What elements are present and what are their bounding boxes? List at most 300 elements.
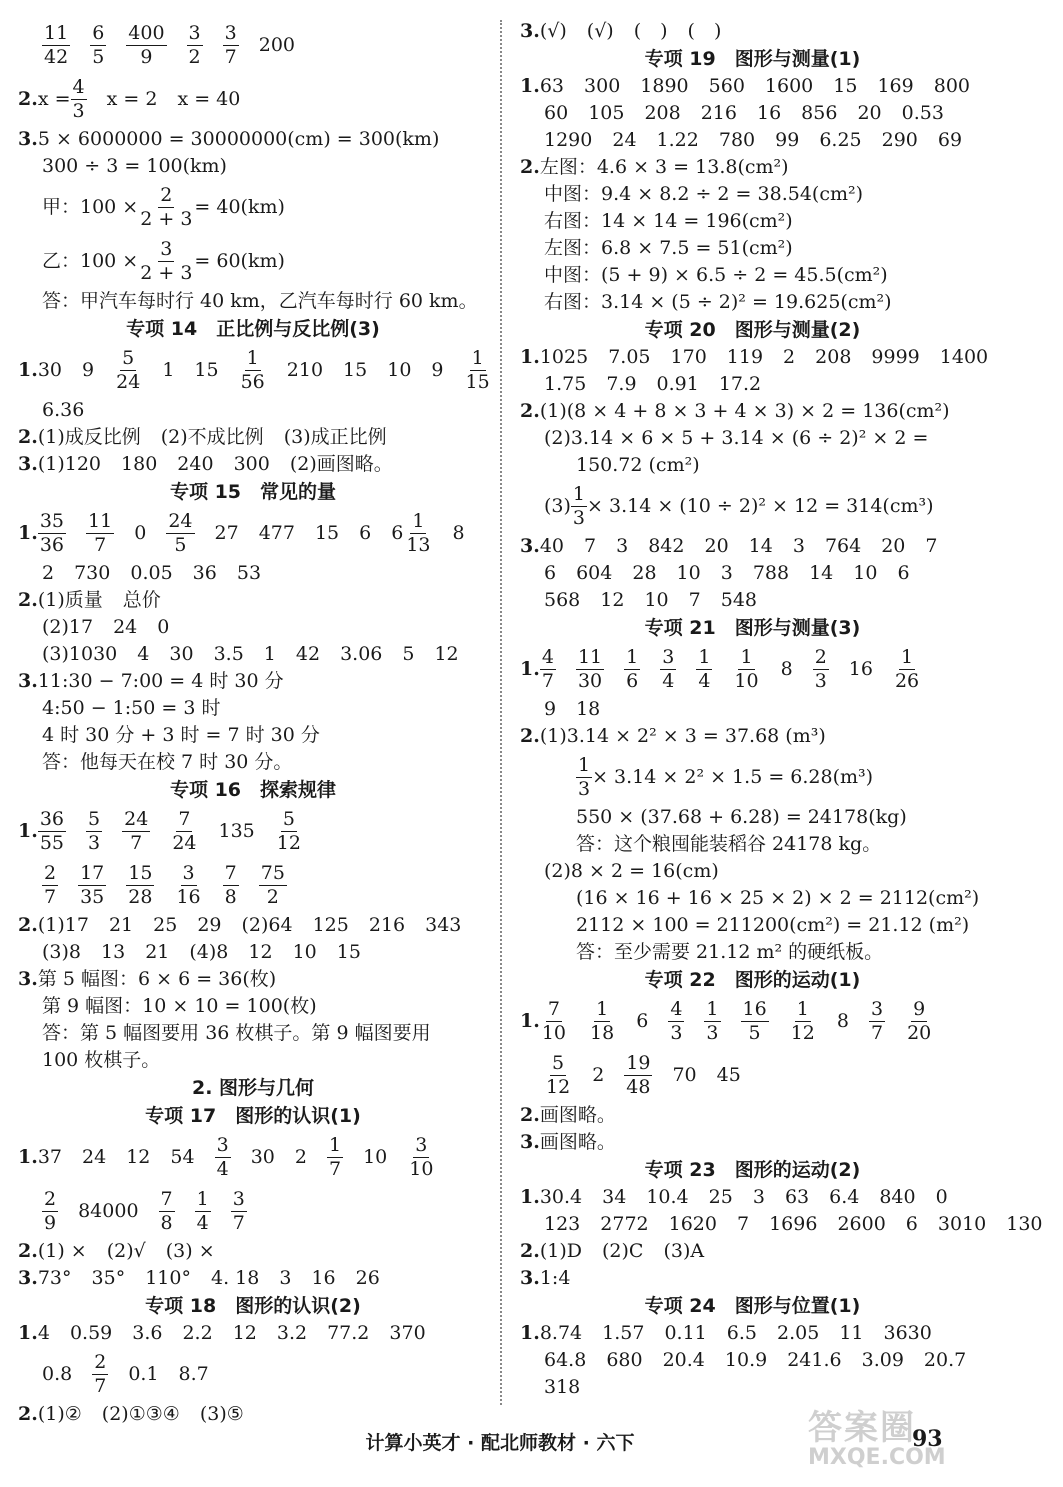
section-heading: 2. 图形与几何	[191, 1077, 315, 1099]
answer-item: 第 9 幅图：10 × 10 = 100(枚)	[42, 995, 317, 1017]
answer-item	[114, 347, 142, 394]
answer-line	[520, 398, 985, 425]
answer-item: 780	[718, 129, 756, 151]
numerator: 5	[122, 346, 135, 369]
answer-item: 29	[197, 914, 222, 936]
answer-item	[893, 646, 921, 693]
answer-item	[42, 862, 58, 909]
answer-item: 568	[544, 589, 581, 611]
answer-item	[126, 22, 166, 69]
answer-item: 左图：6.8 × 7.5 = 51(cm²)	[544, 237, 793, 259]
answer-line	[18, 1401, 488, 1428]
answer-line	[18, 234, 488, 288]
answer-item: 42	[295, 643, 321, 665]
numerator: 11	[44, 21, 69, 44]
answer-item: 840	[879, 1186, 916, 1208]
denominator: 16	[176, 885, 201, 908]
denominator: 12	[546, 1075, 571, 1098]
answer-line	[520, 1320, 985, 1347]
section-heading: 专项 20 图形与测量(2)	[644, 319, 861, 341]
denominator: 7	[541, 669, 554, 692]
numerator: 3	[662, 645, 675, 668]
fraction	[187, 22, 203, 69]
right-column	[520, 18, 1043, 1401]
fraction	[231, 1188, 247, 1235]
answer-item: 84000	[78, 1199, 139, 1222]
denominator: 7	[94, 1374, 107, 1397]
denominator: 3	[578, 777, 591, 800]
fraction	[71, 76, 87, 123]
answer-item: 27	[214, 521, 239, 544]
numerator: 17	[80, 861, 105, 884]
numerator: 4	[72, 75, 85, 98]
answer-item	[126, 862, 154, 909]
answer-line	[18, 506, 488, 560]
answer-item: 15	[194, 358, 219, 381]
answer-line	[520, 560, 985, 587]
answer-item	[905, 998, 933, 1045]
answer-item	[624, 646, 640, 693]
answer-item	[122, 808, 150, 855]
fraction	[327, 1134, 343, 1181]
answer-item: 105	[588, 102, 625, 124]
numerator: 2	[44, 861, 57, 884]
answer-item: 2	[42, 562, 55, 584]
answer-item: 20	[881, 535, 906, 557]
answer-item: 10	[853, 562, 878, 584]
answer-item: 10.4	[646, 1186, 689, 1208]
question-number: 2.	[18, 426, 38, 448]
fraction	[78, 862, 106, 909]
answer-item	[869, 998, 885, 1045]
fraction	[576, 646, 604, 693]
answer-item: 2.05	[777, 1322, 820, 1344]
answer-item: (2)64	[241, 914, 293, 936]
fraction	[407, 1134, 435, 1181]
answer-item: 6	[359, 521, 372, 544]
answer-item: 680	[606, 1349, 643, 1371]
answer-item: ( )	[633, 20, 668, 42]
answer-item: (3)成正比例	[283, 426, 387, 448]
fraction	[540, 646, 556, 693]
question-number: 1.	[18, 819, 38, 842]
answer-item: 0.91	[656, 373, 699, 395]
answer-item: 0	[157, 616, 170, 638]
numerator: 5	[282, 807, 295, 830]
question-number: 3.	[18, 968, 38, 990]
answer-item: 208	[644, 102, 681, 124]
answer-item: (4)8	[189, 941, 229, 963]
numerator: 5	[552, 1051, 565, 1074]
answer-item: 125	[312, 914, 349, 936]
answer-item: 4	[137, 643, 150, 665]
numerator: 1	[196, 1187, 209, 1210]
denominator: 10	[734, 669, 759, 692]
fraction	[576, 754, 592, 801]
answer-line	[18, 858, 488, 912]
answer-item: 300 ÷ 3 = 100(km)	[42, 155, 227, 177]
section-heading: 专项 21 图形与测量(3)	[644, 617, 861, 639]
answer-item	[159, 1188, 175, 1235]
question-number: 2.	[520, 725, 540, 747]
numerator: 3	[160, 237, 173, 260]
answer-item: 答：他每天在校 7 时 30 分。	[42, 751, 293, 773]
numerator: 11	[577, 645, 603, 668]
answer-item	[195, 1188, 211, 1235]
answer-item: 15	[314, 521, 340, 544]
answer-item: 4	[37, 1322, 50, 1344]
answer-item: 370	[389, 1322, 426, 1344]
answer-line	[18, 1130, 488, 1184]
answer-item	[231, 1188, 247, 1235]
answer-item: 3.2	[276, 1322, 308, 1344]
answer-item: 3	[616, 535, 629, 557]
question-number: 3.	[520, 535, 540, 557]
answer-item: 6	[905, 1213, 918, 1235]
answer-item	[544, 483, 934, 530]
denominator: 2 + 3	[140, 261, 193, 284]
answer-item: 中图：(5 + 9) × 6.5 ÷ 2 = 45.5(cm²)	[544, 264, 888, 286]
answer-item: 856	[801, 102, 838, 124]
answer-item: 8.7	[178, 1362, 209, 1385]
expression-text: x =	[37, 87, 71, 110]
answer-line	[18, 126, 488, 153]
answer-line	[520, 912, 985, 939]
answer-item: 26	[355, 1267, 380, 1289]
answer-item: 7	[925, 535, 938, 557]
answer-item: 15	[833, 75, 858, 97]
fraction	[544, 1052, 572, 1099]
answer-item: 答：第 5 幅图要用 36 枚棋子。第 9 幅图要用	[42, 1022, 431, 1044]
denominator: 26	[894, 669, 920, 692]
answer-line	[520, 344, 989, 371]
denominator: 7	[94, 533, 107, 556]
answer-item: 1290	[544, 129, 593, 151]
numerator: 7	[160, 1187, 173, 1210]
denominator: 7	[44, 885, 57, 908]
question-number: 2.	[18, 1403, 38, 1425]
answer-item: 2772	[600, 1213, 649, 1235]
numerator: 75	[260, 861, 285, 884]
denominator: 15	[465, 370, 490, 393]
answer-line	[520, 1102, 985, 1129]
answer-item: (√)	[586, 20, 614, 42]
answer-item: 10	[644, 589, 669, 611]
answer-item: 8	[780, 657, 793, 680]
answer-item: 35°	[91, 1267, 126, 1289]
answer-item: 548	[720, 589, 757, 611]
answer-item: 70	[672, 1063, 697, 1086]
answer-item: 15	[343, 358, 368, 381]
answer-item	[170, 808, 198, 855]
fraction	[90, 22, 106, 69]
answer-item: 6.36	[42, 399, 85, 421]
answer-line	[520, 289, 985, 316]
denominator: 18	[590, 1021, 615, 1044]
answer-item: 6.4	[829, 1186, 860, 1208]
numerator: 11	[88, 509, 113, 532]
answer-item	[789, 998, 817, 1045]
answer-item: 右图：14 × 14 = 196(cm²)	[544, 210, 793, 232]
answer-item: 200	[258, 33, 295, 56]
numerator: 1	[328, 1133, 342, 1156]
answer-item: 53	[236, 562, 262, 584]
fraction	[275, 808, 303, 855]
answer-item: 318	[544, 1376, 581, 1398]
section-heading: 专项 22 图形的运动(1)	[644, 969, 861, 991]
answer-item: 7.9	[606, 373, 637, 395]
fraction	[668, 998, 684, 1045]
numerator: 1	[596, 997, 609, 1020]
answer-line	[520, 73, 985, 100]
answer-item: 3630	[883, 1322, 932, 1344]
answer-line	[18, 1047, 488, 1074]
fraction	[893, 646, 921, 693]
answer-item	[464, 347, 492, 394]
question-number: 2.	[18, 87, 38, 110]
answer-item: 119	[726, 346, 764, 368]
answer-item: 10	[363, 1145, 388, 1168]
answer-item: 12	[248, 941, 273, 963]
answer-item: (3)1030	[42, 643, 118, 665]
answer-item: (2)C	[602, 1240, 644, 1262]
answer-item: 290	[881, 129, 918, 151]
answer-line	[520, 587, 985, 614]
section-heading: 专项 23 图形的运动(2)	[644, 1159, 861, 1181]
answer-line	[18, 343, 488, 397]
answer-item: 2	[592, 1063, 605, 1086]
fraction	[741, 998, 769, 1045]
fraction	[126, 862, 154, 909]
numerator: 7	[224, 861, 237, 884]
denominator: 12	[790, 1021, 815, 1044]
question-number: 1.	[520, 75, 540, 97]
answer-line	[520, 181, 985, 208]
answer-item: 4 时 30 分 + 3 时 = 7 时 30 分	[42, 724, 320, 746]
watermark-line-1: 答案圈	[808, 1408, 916, 1448]
answer-item: 604	[576, 562, 613, 584]
answer-item: 24	[82, 1145, 107, 1168]
denominator: 2 + 3	[140, 207, 193, 230]
answer-item: 6.25	[819, 129, 862, 151]
answer-item	[92, 1351, 108, 1398]
answer-item: 16	[848, 657, 873, 680]
fraction	[126, 22, 166, 69]
denominator: 5	[174, 533, 187, 556]
answer-item: x = 2	[106, 87, 158, 110]
answer-item: 8.74	[539, 1322, 583, 1344]
answer-item: 3.5	[213, 643, 244, 665]
answer-line	[520, 642, 985, 696]
answer-line	[520, 994, 985, 1048]
numerator: 1	[412, 509, 425, 532]
answer-item: 180	[121, 453, 158, 475]
answer-item: 30	[37, 358, 63, 381]
answer-item: 241.6	[787, 1349, 842, 1371]
answer-item	[275, 808, 303, 855]
expression-text: (3)	[544, 494, 571, 517]
numerator: 400	[128, 21, 165, 44]
answer-item: 0.05	[130, 562, 173, 584]
answer-line	[520, 1374, 985, 1401]
answer-item: 788	[752, 562, 790, 584]
denominator: 20	[907, 1021, 932, 1044]
answer-item: 20.7	[923, 1349, 967, 1371]
numerator: 7	[178, 807, 191, 830]
answer-line	[520, 804, 985, 831]
answer-line	[520, 1211, 1043, 1238]
answer-item: 36	[192, 562, 217, 584]
answer-item: (2)17	[42, 616, 94, 638]
fraction	[114, 347, 142, 394]
answer-item: 12	[600, 589, 625, 611]
denominator: 2	[188, 45, 201, 68]
fraction	[170, 808, 198, 855]
answer-item	[42, 184, 285, 231]
fraction	[571, 483, 587, 530]
denominator: 9	[140, 45, 153, 68]
answer-item	[391, 510, 432, 557]
answer-item: 中图：9.4 × 8.2 ÷ 2 = 38.54(cm²)	[544, 183, 864, 205]
question-number: 1.	[520, 346, 540, 368]
expression-text: × 3.14 × (10 ÷ 2)² × 12 = 314(cm³)	[587, 494, 934, 517]
answer-item: 6	[636, 1009, 649, 1032]
answer-item: 6	[897, 562, 910, 584]
numerator: 19	[626, 1051, 651, 1074]
section-heading: 专项 24 图形与位置(1)	[644, 1295, 861, 1317]
answer-line	[18, 451, 488, 478]
numerator: 1	[572, 482, 586, 505]
answer-item: 4. 18	[210, 1267, 260, 1289]
numerator: 7	[547, 997, 560, 1020]
answer-item: 18	[576, 698, 601, 720]
answer-item: 3.09	[861, 1349, 904, 1371]
answer-item: 0.8	[42, 1362, 73, 1385]
answer-line	[520, 425, 985, 452]
answer-item: 8	[452, 521, 465, 544]
denominator: 35	[80, 885, 105, 908]
answer-line	[520, 723, 985, 750]
numerator: 1	[698, 645, 711, 668]
answer-line	[18, 180, 488, 234]
numerator: 2	[94, 1350, 107, 1373]
answer-line	[520, 127, 985, 154]
numerator: 1	[706, 997, 719, 1020]
expression-text: 乙：100 ×	[42, 249, 139, 272]
question-number: 2.	[18, 914, 38, 936]
answer-line	[18, 641, 488, 668]
fraction	[86, 808, 102, 855]
question-number: 3.	[520, 20, 540, 42]
answer-item: (√)	[539, 20, 567, 42]
fraction	[660, 646, 676, 693]
numerator: 1	[626, 645, 639, 668]
answer-item: 3.6	[132, 1322, 163, 1344]
numerator: 3	[232, 1187, 245, 1210]
answer-line	[520, 533, 985, 560]
question-number: 1.	[18, 1145, 38, 1168]
numerator: 4	[541, 645, 554, 668]
answer-item: 9	[544, 698, 557, 720]
answer-item: 10.9	[724, 1349, 768, 1371]
numerator: 36	[39, 807, 65, 830]
answer-item: 100 枚棋子。	[42, 1049, 161, 1071]
answer-line	[520, 1347, 985, 1374]
answer-line	[520, 371, 985, 398]
answer-item: 13	[101, 941, 126, 963]
denominator: 7	[328, 1157, 342, 1180]
answer-item: 2	[783, 346, 796, 368]
answer-item: 0.53	[901, 102, 944, 124]
fraction	[159, 1188, 175, 1235]
numerator: 1	[740, 645, 753, 668]
answer-item: 110°	[145, 1267, 191, 1289]
answer-item: 170	[670, 346, 707, 368]
answer-item: 30	[250, 1145, 275, 1168]
answer-item: (2)√	[106, 1240, 146, 1262]
answer-item: 63	[539, 75, 565, 97]
answer-line	[18, 1320, 488, 1347]
fraction	[92, 1351, 108, 1398]
denominator: 3	[572, 506, 586, 529]
answer-item: ( )	[687, 20, 722, 42]
numerator: 2	[814, 645, 827, 668]
denominator: 4	[196, 1211, 209, 1234]
fraction	[624, 1052, 652, 1099]
answer-item: 2112 × 100 = 211200(cm²) = 21.12 (m²)	[576, 914, 970, 936]
fraction	[696, 646, 712, 693]
expression-text: 甲：100 ×	[42, 195, 139, 218]
numerator: 24	[124, 807, 149, 830]
answer-item: 1025	[539, 346, 589, 368]
answer-line	[18, 966, 488, 993]
answer-item	[259, 862, 287, 909]
answer-item: 0.59	[69, 1322, 113, 1344]
column-divider	[500, 20, 502, 1405]
fraction	[166, 510, 194, 557]
answer-item: 9999	[871, 346, 920, 368]
denominator: 2	[266, 885, 279, 908]
answer-line	[18, 804, 488, 858]
answer-line	[520, 831, 985, 858]
answer-line	[520, 154, 985, 181]
answer-item	[223, 22, 239, 69]
answer-item: (2)①③④	[101, 1403, 180, 1425]
fraction	[215, 1134, 231, 1181]
denominator: 3	[706, 1021, 719, 1044]
answer-item: 169	[877, 75, 914, 97]
denominator: 6	[626, 669, 639, 692]
answer-line	[18, 1184, 488, 1238]
answer-item: 99	[775, 129, 800, 151]
denominator: 7	[130, 831, 143, 854]
expression-text: = 60(km)	[194, 249, 285, 272]
answer-item	[78, 862, 106, 909]
answer-line	[520, 235, 985, 262]
answer-item: 34	[602, 1186, 627, 1208]
question-number: 1.	[520, 1186, 540, 1208]
numerator: 2	[44, 1187, 57, 1210]
question-number: 3.	[18, 670, 38, 692]
answer-item: 2	[294, 1145, 307, 1168]
answer-item	[86, 510, 114, 557]
answer-item: 画图略。	[539, 1104, 616, 1126]
answer-line	[18, 1265, 488, 1292]
answer-line	[18, 722, 488, 749]
denominator: 10	[409, 1157, 434, 1180]
numerator: 1	[901, 645, 914, 668]
answer-item: 73°	[37, 1267, 72, 1289]
